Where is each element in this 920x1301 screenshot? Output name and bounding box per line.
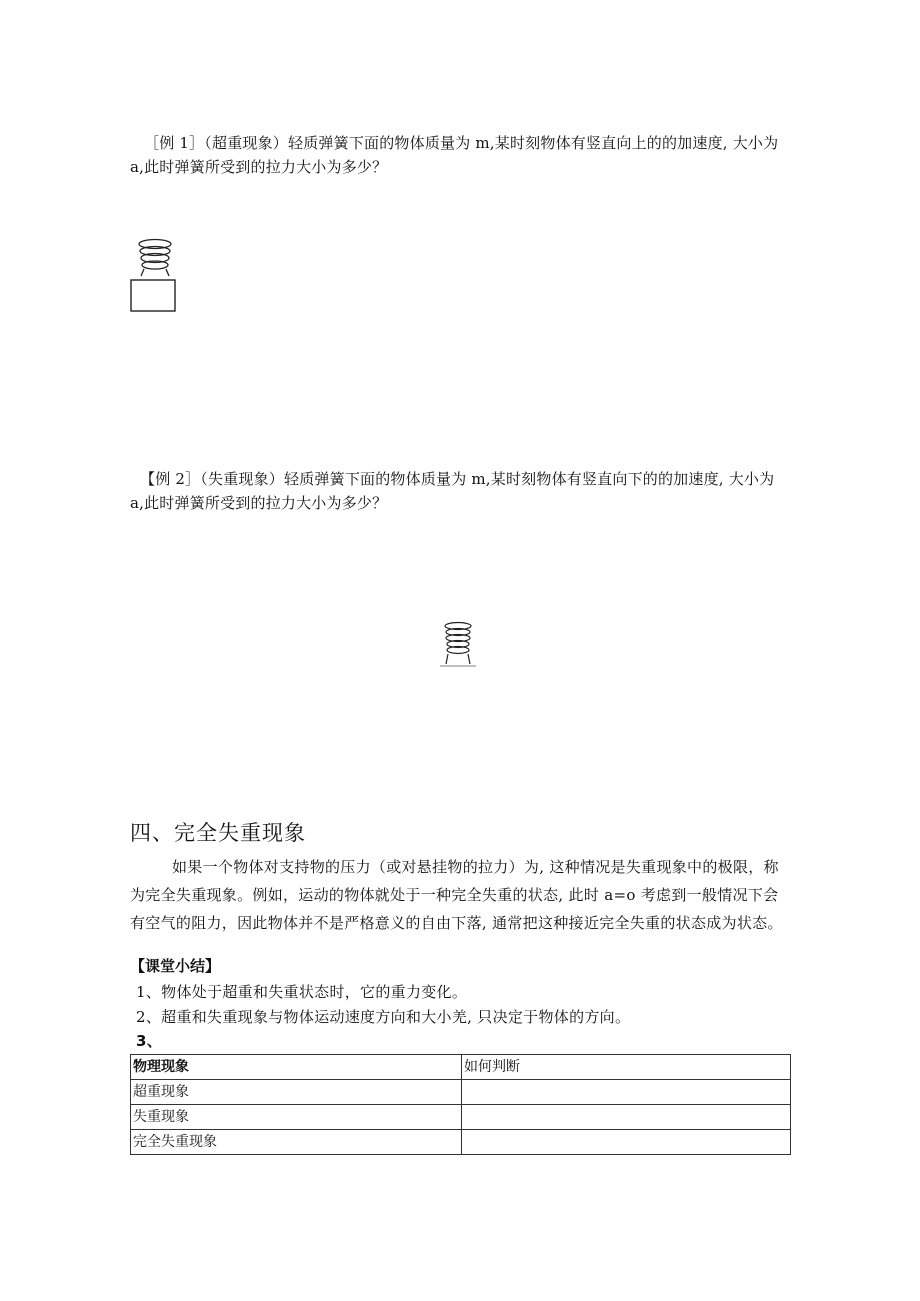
- table-header-cell: 如何判断: [462, 1055, 791, 1080]
- table-cell: 完全失重现象: [131, 1130, 462, 1155]
- hanging-block: [131, 280, 175, 311]
- table-cell: 失重现象: [131, 1105, 462, 1130]
- table-cell: 超重现象: [131, 1080, 462, 1105]
- summary-item-1: 1、物体处于超重和失重状态时，它的重力变化。: [136, 983, 468, 1001]
- summary-title: 【课堂小结】: [130, 957, 221, 975]
- section-body: 如果一个物体对支持物的压力（或对悬挂物的拉力）为, 这种情况是失重现象中的极限，称为完全失重现象。例如，运动的物体就处于一种完全失重的状态, 此时 a=o 考虑到一般情况下会有空气的阻力，因此物体并不是严格意义的自由下落, 通常把这种接近完全失重的状态成为状态。: [130, 858, 783, 932]
- spring-hooks: [446, 654, 470, 664]
- table-cell[interactable]: [462, 1130, 791, 1155]
- table-row: [131, 1105, 791, 1130]
- table-header-row: [131, 1055, 791, 1080]
- table-cell[interactable]: [462, 1080, 791, 1105]
- section-title: 四、完全失重现象: [130, 821, 306, 845]
- summary-item-2: 2、超重和失重现象与物体运动速度方向和大小羌, 只决定于物体的方向。: [136, 1008, 631, 1026]
- table-header-cell: 物理现象: [131, 1055, 462, 1080]
- table-row: [131, 1080, 791, 1105]
- example-2-text: 【例 2］（失重现象）轻质弹簧下面的物体质量为 m,某时刻物体有竖直向下的的加速度, 大小为 a,此时弹簧所受到的拉力大小为多少？: [130, 470, 775, 512]
- summary-item-3: 3、: [136, 1032, 163, 1050]
- summary-table: [130, 1054, 791, 1155]
- spring-block-figure: [128, 236, 178, 316]
- table-cell[interactable]: [462, 1105, 791, 1130]
- table-row: [131, 1130, 791, 1155]
- spring-hooks: [141, 269, 169, 276]
- spring-figure: [438, 620, 478, 670]
- example-1-text: ［例 1］（超重现象）轻质弹簧下面的物体质量为 m,某时刻物体有竖直向上的的加速度, 大小为 a,此时弹簧所受到的拉力大小为多少？: [130, 134, 779, 176]
